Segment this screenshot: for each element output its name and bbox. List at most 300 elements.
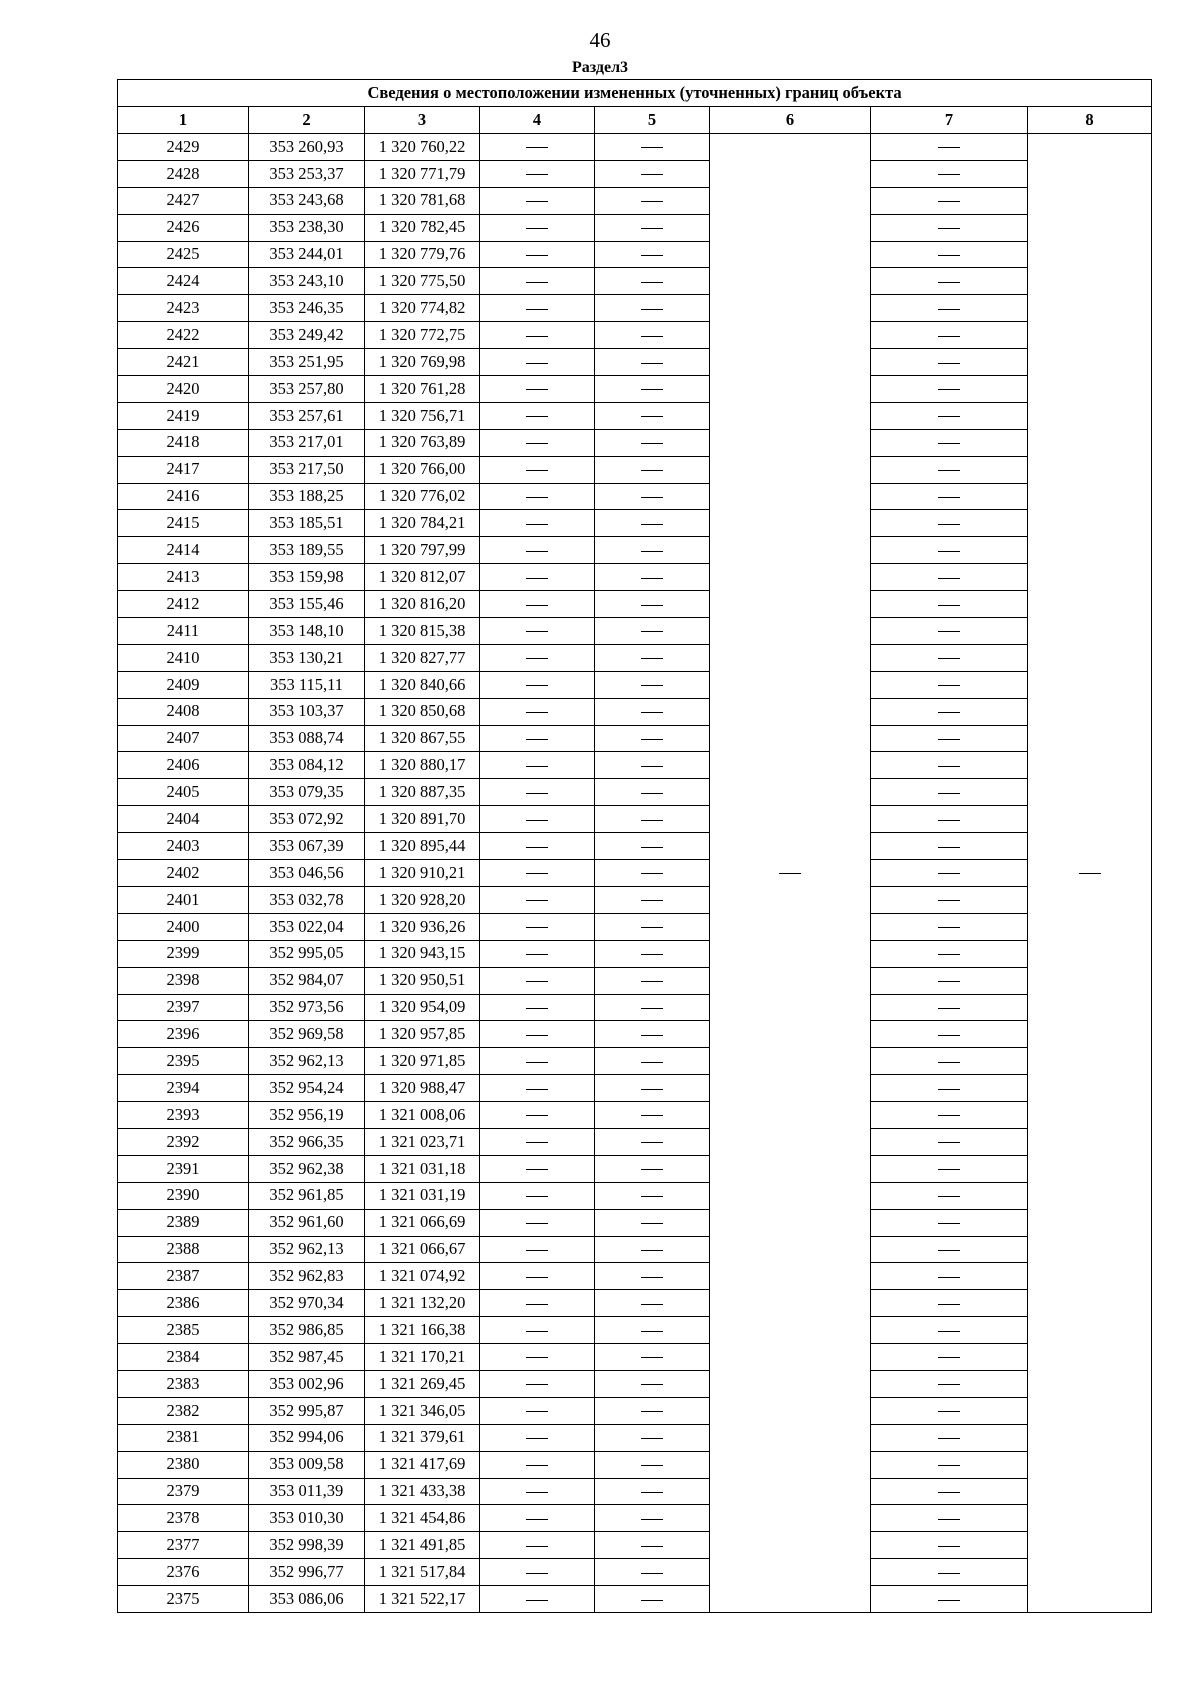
column-header: 1: [118, 107, 249, 134]
x-coordinate-cell: 352 962,83: [249, 1263, 365, 1290]
column-7-cell: [871, 1559, 1028, 1586]
column-4-cell: [480, 698, 595, 725]
dash-mark: [526, 1384, 548, 1385]
point-number-cell: 2410: [118, 644, 249, 671]
x-coordinate-cell: 352 969,58: [249, 1021, 365, 1048]
x-coordinate-cell: 353 159,98: [249, 564, 365, 591]
column-7-cell: [871, 940, 1028, 967]
dash-mark: [938, 443, 960, 444]
dash-mark: [938, 201, 960, 202]
column-4-cell: [480, 779, 595, 806]
dash-mark: [641, 551, 663, 552]
column-5-cell: [595, 1290, 710, 1317]
column-4-cell: [480, 1236, 595, 1263]
dash-mark: [938, 712, 960, 713]
column-5-cell: [595, 1075, 710, 1102]
column-5-cell: [595, 510, 710, 537]
column-7-cell: [871, 1128, 1028, 1155]
column-4-cell: [480, 1478, 595, 1505]
dash-mark: [641, 363, 663, 364]
y-coordinate-cell: 1 320 771,79: [365, 160, 480, 187]
dash-mark: [641, 1277, 663, 1278]
dash-mark: [526, 363, 548, 364]
column-header: 6: [710, 107, 871, 134]
dash-mark: [526, 1115, 548, 1116]
column-4-cell: [480, 1102, 595, 1129]
x-coordinate-cell: 353 088,74: [249, 725, 365, 752]
column-4-cell: [480, 456, 595, 483]
dash-mark: [641, 282, 663, 283]
table-row: [118, 456, 1152, 483]
dash-mark: [938, 1438, 960, 1439]
column-7-cell: [871, 967, 1028, 994]
dash-mark: [641, 1062, 663, 1063]
table-body: [118, 134, 1152, 1613]
y-coordinate-cell: 1 320 827,77: [365, 644, 480, 671]
table-row: [118, 913, 1152, 940]
table-row: [118, 591, 1152, 618]
column-7-cell: [871, 1021, 1028, 1048]
x-coordinate-cell: 353 002,96: [249, 1370, 365, 1397]
column-header: 4: [480, 107, 595, 134]
x-coordinate-cell: 353 251,95: [249, 349, 365, 376]
column-5-cell: [595, 1263, 710, 1290]
dash-mark: [641, 927, 663, 928]
column-4-cell: [480, 913, 595, 940]
table-row: [118, 295, 1152, 322]
x-coordinate-cell: 353 084,12: [249, 752, 365, 779]
dash-mark: [526, 900, 548, 901]
column-4-cell: [480, 1370, 595, 1397]
dash-mark: [641, 443, 663, 444]
table-row: [118, 564, 1152, 591]
column-7-cell: [871, 1263, 1028, 1290]
y-coordinate-cell: 1 320 781,68: [365, 187, 480, 214]
point-number-cell: 2418: [118, 429, 249, 456]
dash-mark: [938, 1169, 960, 1170]
y-coordinate-cell: 1 321 166,38: [365, 1317, 480, 1344]
y-coordinate-cell: 1 320 784,21: [365, 510, 480, 537]
point-number-cell: 2423: [118, 295, 249, 322]
column-5-cell: [595, 1236, 710, 1263]
dash-mark: [938, 551, 960, 552]
point-number-cell: 2409: [118, 671, 249, 698]
column-5-cell: [595, 295, 710, 322]
column-5-cell: [595, 160, 710, 187]
column-5-cell: [595, 940, 710, 967]
column-4-cell: [480, 752, 595, 779]
dash-mark: [526, 282, 548, 283]
point-number-cell: 2403: [118, 833, 249, 860]
y-coordinate-cell: 1 321 417,69: [365, 1451, 480, 1478]
point-number-cell: 2425: [118, 241, 249, 268]
table-row: [118, 402, 1152, 429]
dash-mark: [641, 201, 663, 202]
column-4-cell: [480, 187, 595, 214]
column-5-cell: [595, 752, 710, 779]
dash-mark: [938, 873, 960, 874]
column-7-cell: [871, 1236, 1028, 1263]
y-coordinate-cell: 1 321 031,18: [365, 1155, 480, 1182]
column-5-cell: [595, 1182, 710, 1209]
column-4-cell: [480, 376, 595, 403]
column-4-cell: [480, 537, 595, 564]
column-4-cell: [480, 1505, 595, 1532]
dash-mark: [641, 739, 663, 740]
dash-mark: [938, 1196, 960, 1197]
column-5-cell: [595, 564, 710, 591]
table-row: [118, 510, 1152, 537]
column-4-cell: [480, 160, 595, 187]
table-row: [118, 1102, 1152, 1129]
dash-mark: [526, 1465, 548, 1466]
column-4-cell: [480, 1209, 595, 1236]
column-7-cell: [871, 349, 1028, 376]
column-5-cell: [595, 429, 710, 456]
dash-mark: [526, 739, 548, 740]
table-row: [118, 1505, 1152, 1532]
y-coordinate-cell: 1 321 522,17: [365, 1586, 480, 1613]
table-title: Сведения о местоположении измененных (уточненных) границ объекта: [118, 80, 1152, 107]
y-coordinate-cell: 1 320 756,71: [365, 402, 480, 429]
dash-mark: [526, 927, 548, 928]
column-4-cell: [480, 806, 595, 833]
y-coordinate-cell: 1 321 346,05: [365, 1397, 480, 1424]
column-5-cell: [595, 860, 710, 887]
y-coordinate-cell: 1 321 031,19: [365, 1182, 480, 1209]
table-row: [118, 1424, 1152, 1451]
column-7-cell: [871, 429, 1028, 456]
point-number-cell: 2419: [118, 402, 249, 429]
point-number-cell: 2376: [118, 1559, 249, 1586]
column-7-cell: [871, 1209, 1028, 1236]
table-row: [118, 779, 1152, 806]
dash-mark: [938, 1331, 960, 1332]
dash-mark: [641, 309, 663, 310]
dash-mark: [938, 578, 960, 579]
dash-mark: [938, 255, 960, 256]
y-coordinate-cell: 1 320 943,15: [365, 940, 480, 967]
dash-mark: [938, 739, 960, 740]
point-number-cell: 2427: [118, 187, 249, 214]
column-7-cell: [871, 564, 1028, 591]
dash-mark: [526, 416, 548, 417]
dash-mark: [641, 1465, 663, 1466]
column-header: 7: [871, 107, 1028, 134]
column-7-cell: [871, 241, 1028, 268]
column-4-cell: [480, 295, 595, 322]
column-5-cell: [595, 1559, 710, 1586]
table-row: [118, 1155, 1152, 1182]
dash-mark: [641, 685, 663, 686]
column-4-cell: [480, 1586, 595, 1613]
column-5-cell: [595, 994, 710, 1021]
dash-mark: [641, 793, 663, 794]
x-coordinate-cell: 353 010,30: [249, 1505, 365, 1532]
point-number-cell: 2407: [118, 725, 249, 752]
column-7-cell: [871, 214, 1028, 241]
dash-mark: [526, 1223, 548, 1224]
column-5-cell: [595, 322, 710, 349]
column-7-cell: [871, 618, 1028, 645]
point-number-cell: 2426: [118, 214, 249, 241]
table-row: [118, 833, 1152, 860]
column-5-cell: [595, 1451, 710, 1478]
x-coordinate-cell: 352 970,34: [249, 1290, 365, 1317]
dash-mark: [641, 578, 663, 579]
column-7-cell: [871, 1478, 1028, 1505]
x-coordinate-cell: 352 995,05: [249, 940, 365, 967]
dash-mark: [641, 1008, 663, 1009]
y-coordinate-cell: 1 320 936,26: [365, 913, 480, 940]
x-coordinate-cell: 352 995,87: [249, 1397, 365, 1424]
dash-mark: [938, 981, 960, 982]
point-number-cell: 2384: [118, 1344, 249, 1371]
point-number-cell: 2394: [118, 1075, 249, 1102]
point-number-cell: 2395: [118, 1048, 249, 1075]
column-4-cell: [480, 241, 595, 268]
column-5-cell: [595, 376, 710, 403]
x-coordinate-cell: 352 966,35: [249, 1128, 365, 1155]
x-coordinate-cell: 352 986,85: [249, 1317, 365, 1344]
dash-mark: [641, 1438, 663, 1439]
column-5-cell: [595, 1021, 710, 1048]
x-coordinate-cell: 353 011,39: [249, 1478, 365, 1505]
dash-mark: [938, 1250, 960, 1251]
dash-mark: [526, 1008, 548, 1009]
x-coordinate-cell: 353 246,35: [249, 295, 365, 322]
column-7-cell: [871, 644, 1028, 671]
column-7-cell: [871, 1370, 1028, 1397]
x-coordinate-cell: 352 954,24: [249, 1075, 365, 1102]
x-coordinate-cell: 353 079,35: [249, 779, 365, 806]
y-coordinate-cell: 1 320 850,68: [365, 698, 480, 725]
dash-mark: [641, 1331, 663, 1332]
x-coordinate-cell: 352 961,60: [249, 1209, 365, 1236]
dash-mark: [526, 605, 548, 606]
column-4-cell: [480, 886, 595, 913]
dash-mark: [938, 470, 960, 471]
x-coordinate-cell: 353 022,04: [249, 913, 365, 940]
dash-mark: [641, 1519, 663, 1520]
column-7-cell: [871, 510, 1028, 537]
point-number-cell: 2381: [118, 1424, 249, 1451]
column-header: 5: [595, 107, 710, 134]
point-number-cell: 2408: [118, 698, 249, 725]
column-5-cell: [595, 671, 710, 698]
column-5-cell: [595, 1155, 710, 1182]
column-7-cell: [871, 537, 1028, 564]
column-4-cell: [480, 833, 595, 860]
column-4-cell: [480, 1451, 595, 1478]
column-4-cell: [480, 1075, 595, 1102]
point-number-cell: 2414: [118, 537, 249, 564]
x-coordinate-cell: 353 249,42: [249, 322, 365, 349]
y-coordinate-cell: 1 320 816,20: [365, 591, 480, 618]
y-coordinate-cell: 1 321 066,67: [365, 1236, 480, 1263]
dash-mark: [641, 1223, 663, 1224]
table-row: [118, 160, 1152, 187]
y-coordinate-cell: 1 320 891,70: [365, 806, 480, 833]
column-5-cell: [595, 1424, 710, 1451]
dash-mark: [938, 1089, 960, 1090]
dash-mark: [779, 873, 801, 874]
x-coordinate-cell: 352 987,45: [249, 1344, 365, 1371]
column-4-cell: [480, 349, 595, 376]
table-row: [118, 1478, 1152, 1505]
table-row: [118, 268, 1152, 295]
dash-mark: [938, 1062, 960, 1063]
column-5-cell: [595, 618, 710, 645]
column-5-cell: [595, 1586, 710, 1613]
y-coordinate-cell: 1 320 775,50: [365, 268, 480, 295]
column-7-cell: [871, 698, 1028, 725]
y-coordinate-cell: 1 321 433,38: [365, 1478, 480, 1505]
table-row: [118, 698, 1152, 725]
dash-mark: [526, 389, 548, 390]
column-5-cell: [595, 1505, 710, 1532]
x-coordinate-cell: 353 130,21: [249, 644, 365, 671]
table-row: [118, 214, 1152, 241]
dash-mark: [526, 551, 548, 552]
table-row: [118, 483, 1152, 510]
dash-mark: [526, 1142, 548, 1143]
dash-mark: [938, 820, 960, 821]
dash-mark: [526, 1089, 548, 1090]
column-5-cell: [595, 698, 710, 725]
y-coordinate-cell: 1 320 766,00: [365, 456, 480, 483]
x-coordinate-cell: 353 257,80: [249, 376, 365, 403]
x-coordinate-cell: 353 260,93: [249, 134, 365, 161]
point-number-cell: 2380: [118, 1451, 249, 1478]
column-7-cell: [871, 806, 1028, 833]
table-row: [118, 322, 1152, 349]
dash-mark: [526, 981, 548, 982]
column-5-cell: [595, 537, 710, 564]
y-coordinate-cell: 1 320 774,82: [365, 295, 480, 322]
table-row: [118, 1344, 1152, 1371]
column-header: 8: [1028, 107, 1152, 134]
x-coordinate-cell: 352 961,85: [249, 1182, 365, 1209]
column-4-cell: [480, 1155, 595, 1182]
dash-mark: [526, 1438, 548, 1439]
dash-mark: [938, 228, 960, 229]
dash-mark: [641, 954, 663, 955]
point-number-cell: 2390: [118, 1182, 249, 1209]
dash-mark: [938, 1115, 960, 1116]
dash-mark: [526, 954, 548, 955]
column-7-cell: [871, 671, 1028, 698]
point-number-cell: 2415: [118, 510, 249, 537]
table-row: [118, 806, 1152, 833]
column-5-cell: [595, 967, 710, 994]
column-4-cell: [480, 1317, 595, 1344]
column-8-merged-cell: [1028, 134, 1152, 1613]
point-number-cell: 2375: [118, 1586, 249, 1613]
dash-mark: [641, 1492, 663, 1493]
y-coordinate-cell: 1 321 074,92: [365, 1263, 480, 1290]
column-7-cell: [871, 1102, 1028, 1129]
table-row: [118, 376, 1152, 403]
point-number-cell: 2401: [118, 886, 249, 913]
dash-mark: [641, 847, 663, 848]
table-row: [118, 1075, 1152, 1102]
column-5-cell: [595, 134, 710, 161]
dash-mark: [938, 497, 960, 498]
column-4-cell: [480, 1532, 595, 1559]
dash-mark: [938, 1277, 960, 1278]
table-row: [118, 618, 1152, 645]
dash-mark: [641, 1089, 663, 1090]
column-4-cell: [480, 591, 595, 618]
dash-mark: [641, 605, 663, 606]
y-coordinate-cell: 1 320 880,17: [365, 752, 480, 779]
column-5-cell: [595, 644, 710, 671]
column-4-cell: [480, 1397, 595, 1424]
table-row: [118, 940, 1152, 967]
column-4-cell: [480, 510, 595, 537]
x-coordinate-cell: 353 148,10: [249, 618, 365, 645]
dash-mark: [526, 1250, 548, 1251]
point-number-cell: 2383: [118, 1370, 249, 1397]
column-7-cell: [871, 402, 1028, 429]
x-coordinate-cell: 353 155,46: [249, 591, 365, 618]
column-7-cell: [871, 134, 1028, 161]
dash-mark: [938, 309, 960, 310]
dash-mark: [641, 1035, 663, 1036]
column-7-cell: [871, 913, 1028, 940]
y-coordinate-cell: 1 321 454,86: [365, 1505, 480, 1532]
dash-mark: [526, 1196, 548, 1197]
column-5-cell: [595, 214, 710, 241]
x-coordinate-cell: 353 217,01: [249, 429, 365, 456]
dash-mark: [526, 820, 548, 821]
column-7-cell: [871, 1048, 1028, 1075]
page-number: 46: [589, 28, 611, 52]
dash-mark: [526, 443, 548, 444]
dash-mark: [526, 336, 548, 337]
dash-mark: [526, 255, 548, 256]
column-7-cell: [871, 994, 1028, 1021]
y-coordinate-cell: 1 320 772,75: [365, 322, 480, 349]
y-coordinate-cell: 1 320 763,89: [365, 429, 480, 456]
x-coordinate-cell: 352 984,07: [249, 967, 365, 994]
dash-mark: [938, 1492, 960, 1493]
y-coordinate-cell: 1 320 971,85: [365, 1048, 480, 1075]
dash-mark: [641, 900, 663, 901]
x-coordinate-cell: 353 257,61: [249, 402, 365, 429]
dash-mark: [526, 201, 548, 202]
table-row: [118, 1263, 1152, 1290]
dash-mark: [526, 174, 548, 175]
dash-mark: [526, 1331, 548, 1332]
x-coordinate-cell: 352 962,38: [249, 1155, 365, 1182]
x-coordinate-cell: 353 067,39: [249, 833, 365, 860]
dash-mark: [641, 712, 663, 713]
table-row: [118, 1182, 1152, 1209]
dash-mark: [526, 497, 548, 498]
column-5-cell: [595, 1209, 710, 1236]
dash-mark: [641, 1169, 663, 1170]
x-coordinate-cell: 353 032,78: [249, 886, 365, 913]
column-5-cell: [595, 1532, 710, 1559]
dash-mark: [641, 228, 663, 229]
table-row: [118, 1532, 1152, 1559]
dash-mark: [938, 1546, 960, 1547]
dash-mark: [938, 1008, 960, 1009]
x-coordinate-cell: 353 243,10: [249, 268, 365, 295]
column-5-cell: [595, 1102, 710, 1129]
